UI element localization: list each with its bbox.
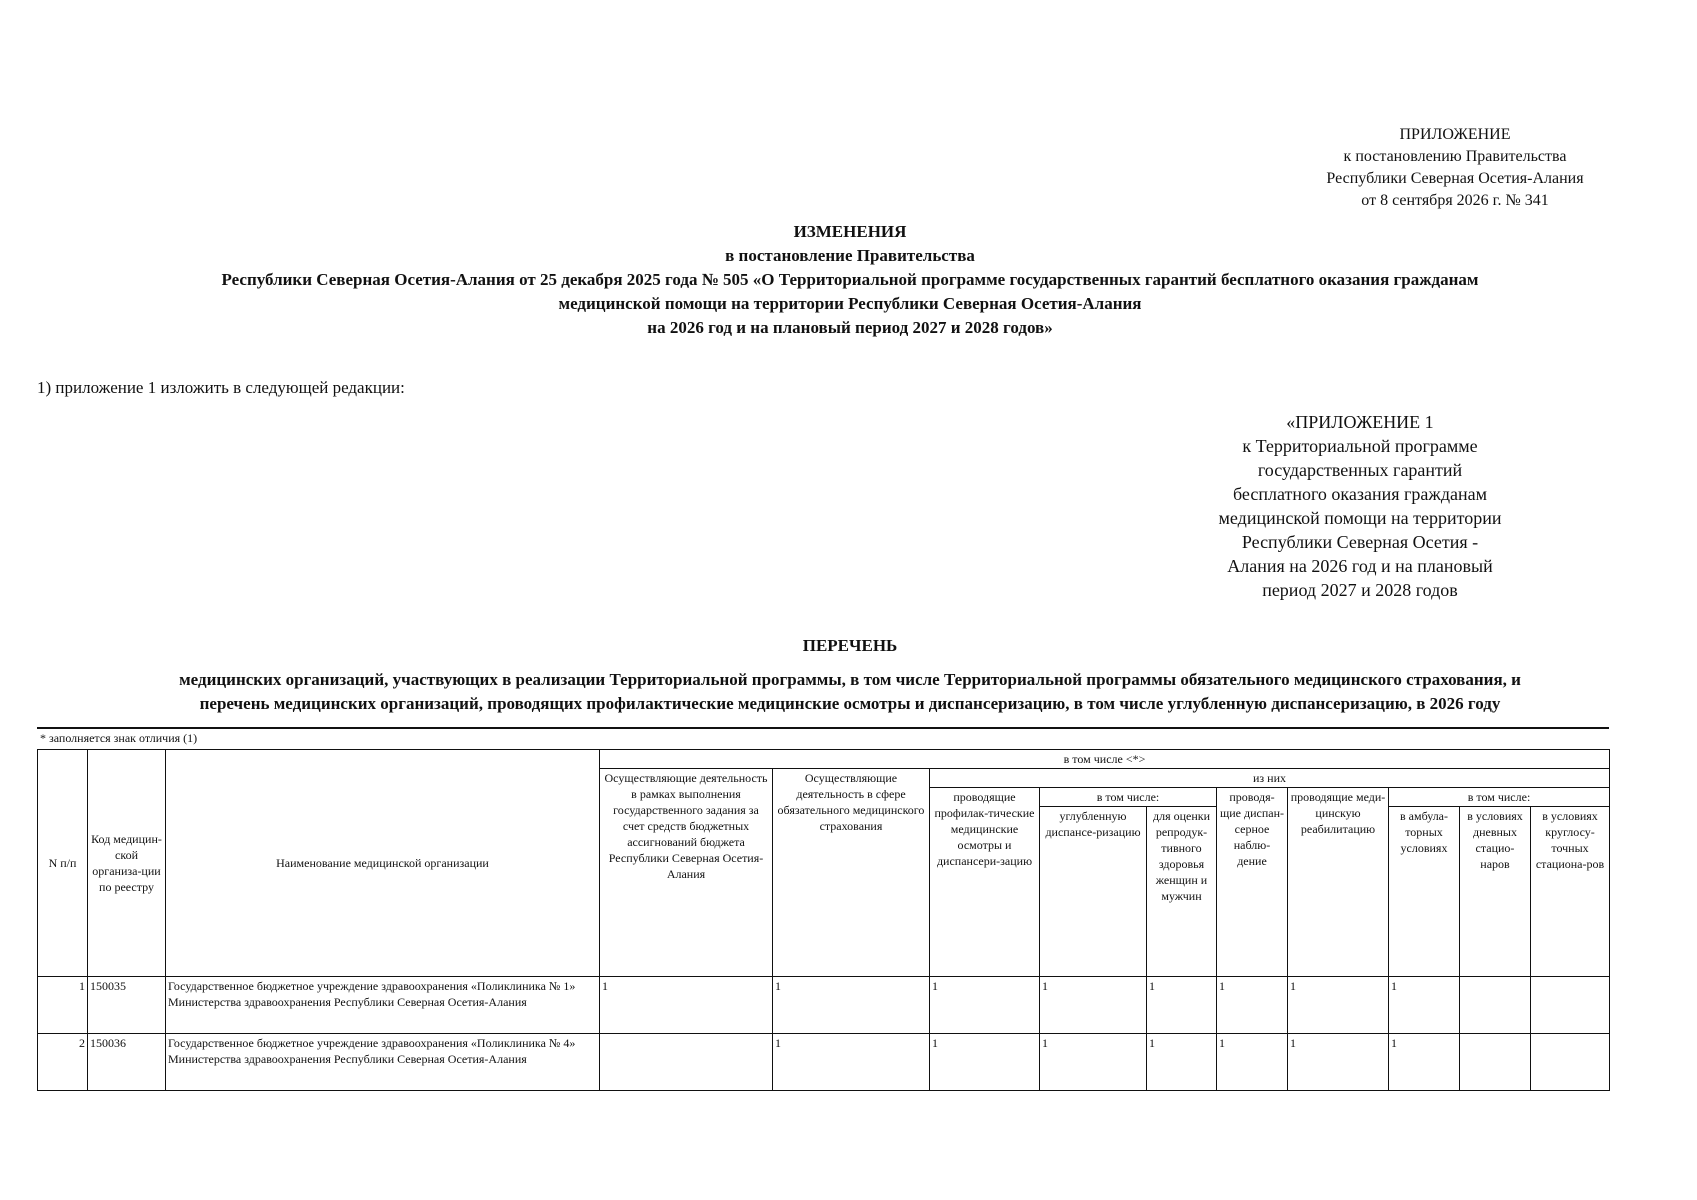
header-day-hospital: в условиях дневных стацио-наров [1460,807,1531,977]
header-including-2: в том числе: [1389,788,1610,807]
header-round-clock: в условиях круглосу-точных стациона-ров [1531,807,1610,977]
table-row [38,1034,1610,1091]
item-1-text: 1) приложение 1 изложить в следующей редакции: [37,378,405,397]
cell-prof: 1 [930,1034,1040,1091]
horizontal-rule [37,727,1609,729]
cell-rehab: 1 [1288,1034,1389,1091]
appendix-1-line: к Территориальной программе [1242,436,1478,456]
cell-amb: 1 [1389,1034,1460,1091]
header-including: в том числе <*> [600,750,1610,769]
appendix-1-line: бесплатного оказания гражданам [1233,484,1487,504]
cell-number: 1 [38,977,88,1034]
header-deep-exam: углубленную диспансе-ризацию [1040,807,1147,977]
cell-prof: 1 [930,977,1040,1034]
header-name: Наименование медицинской организации [166,750,600,977]
header-ambulatory: в амбула-торных условиях [1389,807,1460,977]
appendix-1-line: Алания на 2026 год и на плановый [1227,556,1493,576]
appendix-1-line: период 2027 и 2028 годов [1262,580,1458,600]
appendix-header [1260,124,1650,212]
appendix-1-line: государственных гарантий [1257,460,1463,480]
changes-title: ИЗМЕНЕНИЯ [793,222,907,241]
cell-disp: 1 [1217,977,1288,1034]
changes-heading [60,220,1640,340]
organizations-table [37,749,1610,1091]
cell-rehab: 1 [1288,977,1389,1034]
cell-code: 150036 [88,1034,166,1091]
header-budget: Осуществляющие деятельность в рамках выполнения государственного задания за счет средств бюджетных ассигнований бюджета Республики Северная Осетия-Алания [600,769,773,977]
cell-budget: 1 [600,977,773,1034]
header-of-them: из них [930,769,1610,788]
header-prof-exams: проводящие профилак-тические медицинские осмотры и диспансери-зацию [930,788,1040,977]
appendix-1-line: медицинской помощи на территории [1218,508,1502,528]
changes-line: в постановление Правительства [725,246,975,265]
cell-name: Государственное бюджетное учреждение здравоохранения «Поликлиника № 1» Министерства здравоохранения Республики Северная Осетия-Алания [166,977,600,1034]
appendix-1-header [1190,410,1530,602]
appendix-header-line: от 8 сентября 2026 г. № 341 [1361,192,1549,209]
header-oms: Осуществляющие деятельность в сфере обязательного медицинского страхования [773,769,930,977]
list-subtitle-line: медицинских организаций, участвующих в реализации Территориальной программы, в том числе Территориальной программы обязательного медицинского страхования, и [179,670,1521,689]
cell-round [1531,1034,1610,1091]
cell-day [1460,1034,1531,1091]
cell-deep: 1 [1040,1034,1147,1091]
header-dispensary: проводя-щие диспан-серное наблю-дение [1217,788,1288,977]
cell-amb: 1 [1389,977,1460,1034]
header-number: N п/п [38,750,88,977]
cell-oms: 1 [773,977,930,1034]
table-row [38,977,1610,1034]
cell-repro: 1 [1147,1034,1217,1091]
appendix-1-line: Республики Северная Осетия - [1241,532,1479,552]
header-rehab: проводящие меди-цинскую реабилитацию [1288,788,1389,977]
cell-code: 150035 [88,977,166,1034]
cell-repro: 1 [1147,977,1217,1034]
cell-budget [600,1034,773,1091]
footnote: * заполняется знак отличия (1) [40,731,198,745]
appendix-header-line: ПРИЛОЖЕНИЕ [1399,126,1511,143]
header-reproductive: для оценки репродук-тивного здоровья женщин и мужчин [1147,807,1217,977]
cell-disp: 1 [1217,1034,1288,1091]
list-subtitle [40,668,1660,716]
header-code: Код медицин-ской организа-ции по реестру [88,750,166,977]
list-title: ПЕРЕЧЕНЬ [802,636,898,655]
cell-oms: 1 [773,1034,930,1091]
list-subtitle-line: перечень медицинских организаций, проводящих профилактические медицинские осмотры и диспансеризацию, в том числе углубленную диспансеризацию, в 2026 году [199,694,1501,713]
cell-day [1460,977,1531,1034]
cell-name: Государственное бюджетное учреждение здравоохранения «Поликлиника № 4» Министерства здравоохранения Республики Северная Осетия-Алания [166,1034,600,1091]
header-including-1: в том числе: [1040,788,1217,807]
cell-round [1531,977,1610,1034]
changes-line: Республики Северная Осетия-Алания от 25 декабря 2025 года № 505 «О Территориальной программе государственных гарантий бесплатного оказания гражданам [221,270,1479,289]
changes-line: на 2026 год и на плановый период 2027 и 2028 годов» [647,318,1053,337]
appendix-header-line: к постановлению Правительства [1343,148,1567,165]
appendix-1-line: «ПРИЛОЖЕНИЕ 1 [1286,412,1434,432]
cell-number: 2 [38,1034,88,1091]
appendix-header-line: Республики Северная Осетия-Алания [1326,170,1584,187]
cell-deep: 1 [1040,977,1147,1034]
changes-line: медицинской помощи на территории Республики Северная Осетия-Алания [558,294,1142,313]
